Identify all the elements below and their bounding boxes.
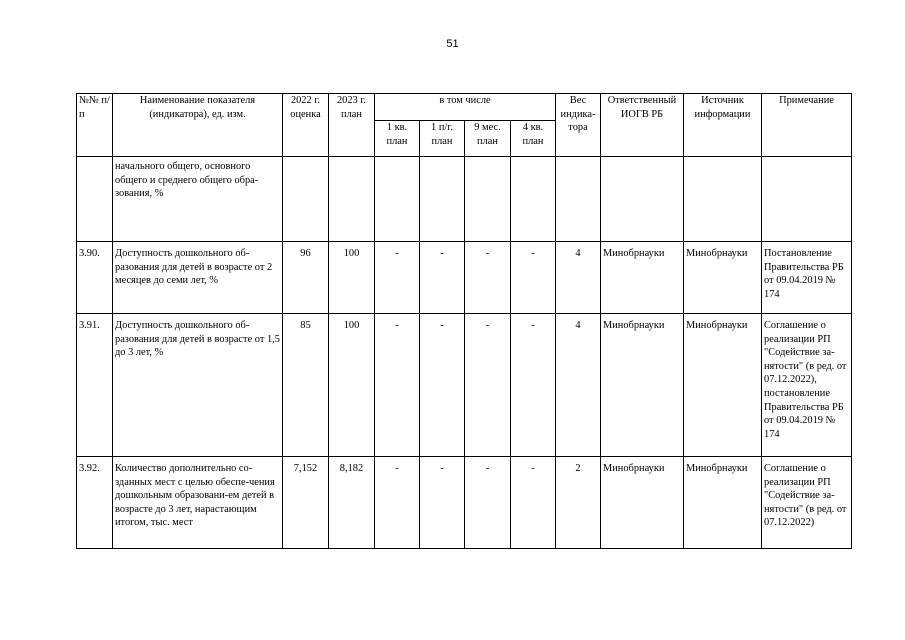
header-including: в том числе	[375, 94, 556, 121]
indicators-table	[76, 93, 852, 549]
header-name: Наименование показателя (индикатора), ед. изм.	[113, 94, 283, 157]
header-h1: 1 п/г. план	[420, 121, 465, 157]
cell-weight: 4	[556, 314, 601, 457]
cell-2023: 8,182	[329, 457, 375, 549]
cell-responsible: Минобрнауки	[601, 314, 684, 457]
table-row	[77, 314, 852, 457]
cell-h1	[420, 157, 465, 242]
cell-q1: -	[375, 457, 420, 549]
cell-weight: 4	[556, 242, 601, 314]
cell-responsible: Минобрнауки	[601, 242, 684, 314]
table-row	[77, 157, 852, 242]
cell-num: 3.92.	[77, 457, 113, 549]
header-source: Источник информации	[684, 94, 762, 157]
cell-q1: -	[375, 242, 420, 314]
cell-h1: -	[420, 242, 465, 314]
cell-name: Доступность дошкольного об-разования для детей в возрасте от 1,5 до 3 лет, %	[113, 314, 283, 457]
cell-responsible: Минобрнауки	[601, 457, 684, 549]
cell-q1: -	[375, 314, 420, 457]
cell-q4: -	[511, 457, 556, 549]
cell-9m: -	[465, 457, 511, 549]
cell-2023	[329, 157, 375, 242]
cell-num: 3.91.	[77, 314, 113, 457]
cell-q4	[511, 157, 556, 242]
cell-source: Минобрнауки	[684, 242, 762, 314]
cell-h1: -	[420, 314, 465, 457]
cell-q1	[375, 157, 420, 242]
cell-note: Соглашение о реализации РП "Содействие за-нятости" (в ред. от 07.12.2022)	[762, 457, 852, 549]
cell-2022: 85	[283, 314, 329, 457]
cell-2022: 96	[283, 242, 329, 314]
table-row	[77, 242, 852, 314]
table-header-row	[77, 94, 852, 121]
header-9m: 9 мес. план	[465, 121, 511, 157]
table-row	[77, 457, 852, 549]
cell-source: Минобрнауки	[684, 314, 762, 457]
cell-name: начального общего, основного общего и среднего общего обра-зования, %	[113, 157, 283, 242]
cell-9m: -	[465, 242, 511, 314]
header-weight: Вес индика-тора	[556, 94, 601, 157]
cell-2022: 7,152	[283, 457, 329, 549]
cell-2023: 100	[329, 242, 375, 314]
header-responsible: Ответственный ИОГВ РБ	[601, 94, 684, 157]
header-num: №№ п/п	[77, 94, 113, 157]
cell-9m	[465, 157, 511, 242]
cell-note: Соглашение о реализации РП "Содействие за-нятости" (в ред. от 07.12.2022), постановление Правительства РБ от 09.04.2019 № 174	[762, 314, 852, 457]
cell-q4: -	[511, 242, 556, 314]
cell-source: Минобрнауки	[684, 457, 762, 549]
cell-weight	[556, 157, 601, 242]
cell-note: Постановление Правительства РБ от 09.04.2019 № 174	[762, 242, 852, 314]
cell-source	[684, 157, 762, 242]
header-q1: 1 кв. план	[375, 121, 420, 157]
cell-2022	[283, 157, 329, 242]
header-2023: 2023 г. план	[329, 94, 375, 157]
cell-weight: 2	[556, 457, 601, 549]
cell-2023: 100	[329, 314, 375, 457]
header-q4: 4 кв. план	[511, 121, 556, 157]
header-2022: 2022 г. оценка	[283, 94, 329, 157]
cell-name: Количество дополнительно со-зданных мест с целью обеспе-чения дошкольным образовани-ем детей в возрасте до 3 лет, нарастающим итогом, тыс. мест	[113, 457, 283, 549]
cell-note	[762, 157, 852, 242]
cell-h1: -	[420, 457, 465, 549]
cell-num: 3.90.	[77, 242, 113, 314]
cell-num	[77, 157, 113, 242]
page-number: 51	[446, 38, 459, 50]
cell-name: Доступность дошкольного об-разования для детей в возрасте от 2 месяцев до семи лет, %	[113, 242, 283, 314]
cell-responsible	[601, 157, 684, 242]
cell-q4: -	[511, 314, 556, 457]
header-note: Примечание	[762, 94, 852, 157]
cell-9m: -	[465, 314, 511, 457]
